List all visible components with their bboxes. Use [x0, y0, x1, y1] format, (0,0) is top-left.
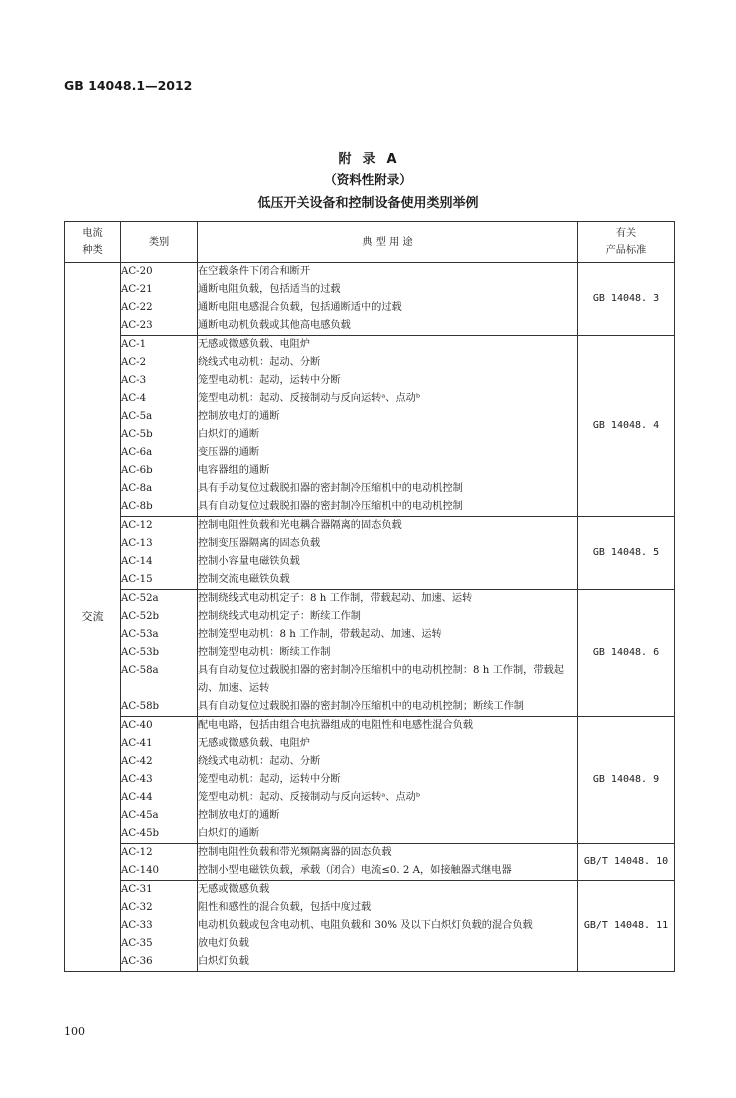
category-code: AC-45b	[121, 828, 160, 839]
category-code: AC-2	[121, 357, 147, 368]
table-body	[65, 263, 675, 972]
related-standard-cell: GB/T 14048. 10	[578, 844, 675, 881]
typical-use-text: 变压器的通断	[198, 447, 260, 458]
typical-use-text: 无感或微感负载、电阻炉	[198, 339, 311, 350]
category-code: AC-22	[121, 302, 153, 313]
page-number: 100	[64, 1025, 85, 1038]
table-row	[65, 336, 675, 517]
table-row	[65, 717, 675, 844]
typical-use-text: 控制绕线式电动机定子：断续工作制	[198, 611, 361, 622]
appendix-title	[0, 148, 736, 167]
category-code: AC-35	[121, 938, 153, 949]
typical-use-text: 控制变压器隔离的固态负载	[198, 538, 321, 549]
appendix-subtitle: （资料性附录）	[324, 172, 412, 187]
typical-use-text: 控制电阻性负载和光电耦合器隔离的固态负载	[198, 520, 402, 531]
table-row	[65, 263, 675, 336]
category-cell	[121, 517, 198, 590]
typical-use-text: 控制小型电磁铁负载，承载（闭合）电流≤0. 2 A，如接触器式继电器	[198, 865, 512, 876]
category-code: AC-40	[121, 720, 153, 731]
related-standard-cell: GB 14048. 3	[578, 263, 675, 336]
typical-use-text: 控制放电灯的通断	[198, 411, 280, 422]
category-code: AC-20	[121, 266, 153, 277]
typical-use-cell	[198, 717, 578, 844]
typical-use-text: 在空载条件下闭合和断开	[198, 266, 311, 277]
category-code: AC-36	[121, 956, 153, 967]
typical-use-text: 控制小容量电磁铁负载	[198, 556, 300, 567]
category-spacer	[121, 680, 197, 698]
category-cell	[121, 881, 198, 972]
table-row	[65, 517, 675, 590]
typical-use-cell	[198, 844, 578, 881]
category-code: AC-32	[121, 902, 153, 913]
typical-use-cell	[198, 517, 578, 590]
typical-use-text: 通断电阻负载，包括适当的过载	[198, 284, 341, 295]
appendix-title-part-1: 附	[338, 152, 353, 167]
typical-use-text: 控制电阻性负载和带光频隔离器的固态负载	[198, 847, 392, 858]
category-code: AC-52a	[121, 593, 159, 604]
typical-use-text: 笼型电动机：起动，运转中分断	[198, 375, 341, 386]
header-current-kind-line-2: 种类	[82, 245, 103, 256]
typical-use-text: 白炽灯的通断	[198, 429, 260, 440]
category-code: AC-13	[121, 538, 153, 549]
typical-use-text: 控制绕线式电动机定子：8 h 工作制，带载起动、加速、运转	[198, 593, 473, 604]
typical-use-text: 具有自动复位过载脱扣器的密封制冷压缩机中的电动机控制：8 h 工作制，带载起动、加速、运转	[198, 665, 564, 694]
typical-use-text: 笼型电动机：起动，运转中分断	[198, 774, 341, 785]
category-code: AC-14	[121, 556, 153, 567]
appendix-title-part-3: A	[386, 152, 398, 167]
category-cell	[121, 590, 198, 717]
category-code: AC-12	[121, 520, 153, 531]
typical-use-text: 白炽灯的通断	[198, 828, 260, 839]
typical-use-cell	[198, 263, 578, 336]
category-cell	[121, 717, 198, 844]
header-standard-line-2: 产品标准	[605, 245, 647, 256]
typical-use-text: 具有自动复位过载脱扣器的密封制冷压缩机中的电动机控制；断续工作制	[198, 701, 524, 712]
category-code: AC-58b	[121, 701, 160, 712]
related-standard-cell: GB 14048. 6	[578, 590, 675, 717]
category-cell	[121, 263, 198, 336]
header-category: 类别	[121, 222, 198, 263]
typical-use-text: 阻性和感性的混合负载，包括中度过载	[198, 902, 372, 913]
category-code: AC-41	[121, 738, 153, 749]
category-code: AC-3	[121, 375, 147, 386]
category-code: AC-5b	[121, 429, 153, 440]
table-row	[65, 590, 675, 717]
category-code: AC-43	[121, 774, 153, 785]
table-header-row	[65, 222, 675, 263]
typical-use-text: 配电电路，包括由组合电抗器组成的电阻性和电感性混合负载	[198, 720, 474, 731]
header-current-kind	[65, 222, 121, 263]
category-code: AC-44	[121, 792, 153, 803]
typical-use-text: 电动机负载或包含电动机、电阻负载和 30% 及以下白炽灯负载的混合负载	[198, 920, 533, 931]
typical-use-text: 无感或微感负载	[198, 884, 270, 895]
category-code: AC-31	[121, 884, 153, 895]
typical-use-text: 控制放电灯的通断	[198, 810, 280, 821]
typical-use-text: 笼型电动机：起动、反接制动与反向运转ᵃ、点动ᵇ	[198, 792, 420, 803]
category-cell	[121, 336, 198, 517]
category-code: AC-21	[121, 284, 153, 295]
standard-number: GB 14048.1—2012	[64, 78, 193, 93]
table-row	[65, 881, 675, 972]
category-code: AC-8a	[121, 483, 153, 494]
typical-use-text: 笼型电动机：起动、反接制动与反向运转ᵃ、点动ᵇ	[198, 393, 420, 404]
typical-use-text: 白炽灯负载	[198, 956, 249, 967]
typical-use-cell	[198, 881, 578, 972]
typical-use-cell	[198, 590, 578, 717]
category-cell	[121, 844, 198, 881]
typical-use-cell	[198, 336, 578, 517]
category-code: AC-5a	[121, 411, 153, 422]
typical-use-text: 无感或微感负载、电阻炉	[198, 738, 311, 749]
header-current-kind-line-1: 电流	[82, 228, 103, 239]
category-code: AC-140	[121, 865, 160, 876]
category-code: AC-6b	[121, 465, 153, 476]
related-standard-cell: GB 14048. 9	[578, 717, 675, 844]
category-code: AC-53a	[121, 629, 159, 640]
category-code: AC-58a	[121, 665, 159, 676]
category-code: AC-42	[121, 756, 153, 767]
typical-use-text: 通断电动机负载或其他高电感负载	[198, 320, 351, 331]
category-code: AC-8b	[121, 501, 153, 512]
table-row	[65, 844, 675, 881]
typical-use-text: 具有自动复位过载脱扣器的密封制冷压缩机中的电动机控制	[198, 501, 463, 512]
usage-category-table	[64, 221, 675, 972]
current-kind-cell: 交流	[65, 263, 121, 972]
typical-use-text: 电容器组的通断	[198, 465, 270, 476]
typical-use-text: 放电灯负载	[198, 938, 249, 949]
category-code: AC-6a	[121, 447, 153, 458]
header-standard	[578, 222, 675, 263]
category-code: AC-1	[121, 339, 147, 350]
typical-use-text: 具有手动复位过载脱扣器的密封制冷压缩机中的电动机控制	[198, 483, 463, 494]
typical-use-text: 绕线式电动机：起动、分断	[198, 756, 321, 767]
category-code: AC-33	[121, 920, 153, 931]
related-standard-cell: GB 14048. 4	[578, 336, 675, 517]
typical-use-text: 控制交流电磁铁负载	[198, 574, 290, 585]
appendix-title-part-2: 录	[362, 152, 377, 167]
category-code: AC-53b	[121, 647, 160, 658]
related-standard-cell: GB/T 14048. 11	[578, 881, 675, 972]
typical-use-text: 通断电阻电感混合负载，包括通断适中的过载	[198, 302, 402, 313]
header-typical-use: 典 型 用 途	[198, 222, 578, 263]
typical-use-text: 绕线式电动机：起动、分断	[198, 357, 321, 368]
header-standard-line-1: 有关	[615, 228, 637, 239]
category-code: AC-23	[121, 320, 153, 331]
category-code: AC-52b	[121, 611, 160, 622]
typical-use-text: 控制笼型电动机：断续工作制	[198, 647, 331, 658]
category-code: AC-45a	[121, 810, 159, 821]
typical-use-text: 控制笼型电动机：8 h 工作制，带载起动、加速、运转	[198, 629, 442, 640]
category-code: AC-15	[121, 574, 153, 585]
appendix-heading: 低压开关设备和控制设备使用类别举例	[257, 196, 479, 211]
category-code: AC-12	[121, 847, 153, 858]
category-code: AC-4	[121, 393, 147, 404]
related-standard-cell: GB 14048. 5	[578, 517, 675, 590]
